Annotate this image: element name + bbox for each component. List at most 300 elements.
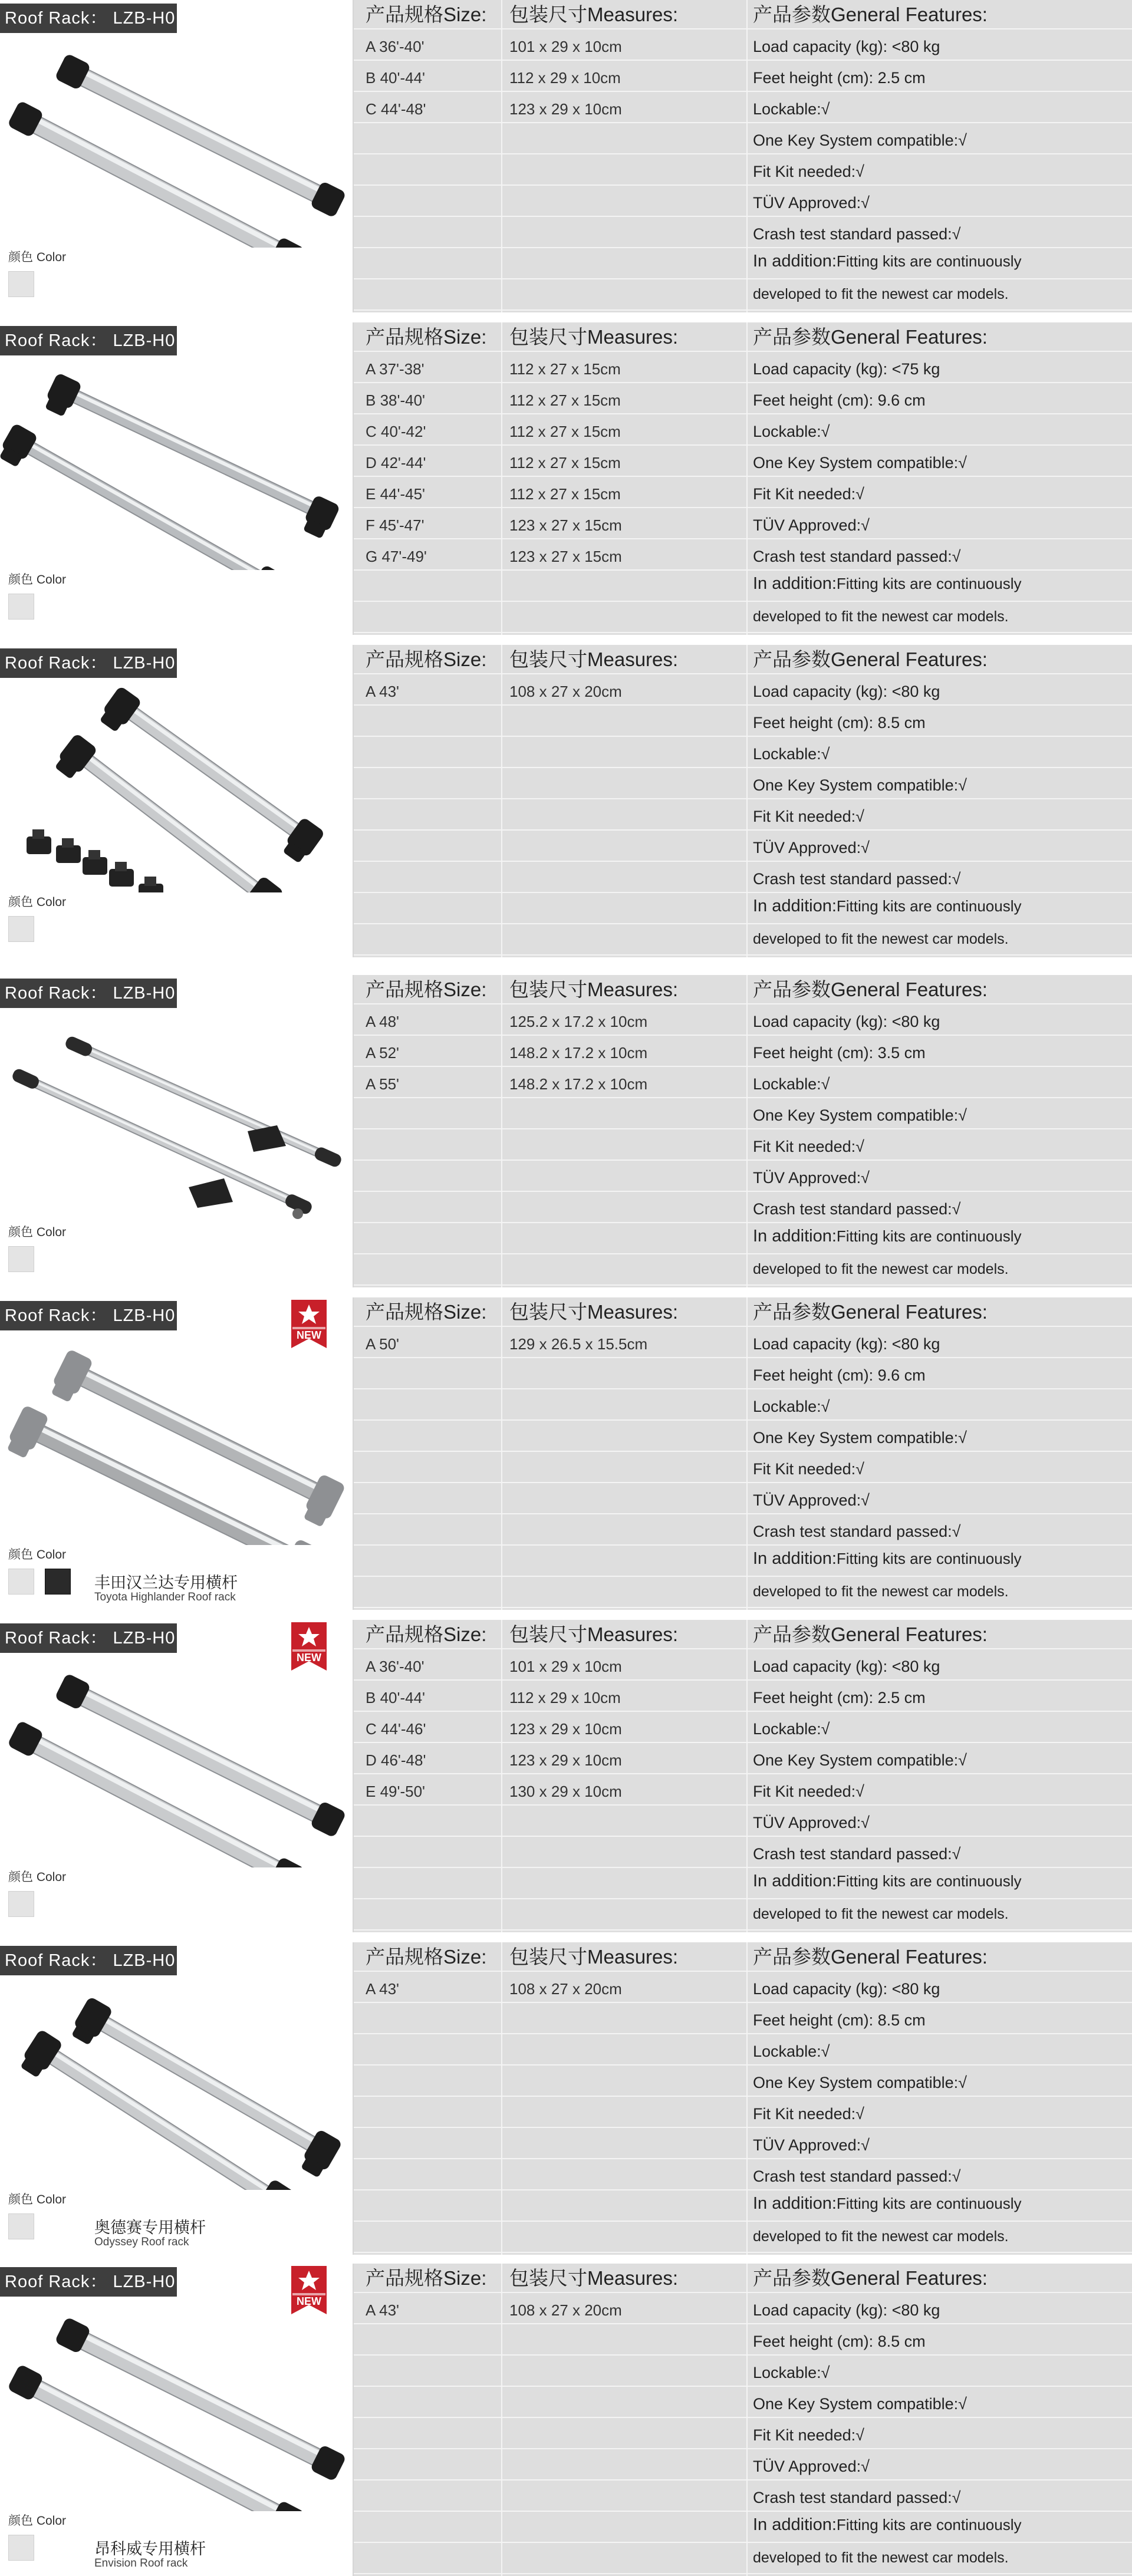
spec-row (354, 1131, 1132, 1161)
spec-row (354, 1360, 1132, 1389)
addition-note (753, 572, 1132, 594)
feature-cell (753, 2161, 1132, 2190)
size-value: D 42'-44' (366, 454, 426, 472)
color-label: 颜色 Color (8, 1870, 67, 1884)
measures-cell (509, 1360, 739, 1389)
feature-value: Load capacity (kg): <80 kg (753, 2301, 940, 2319)
spec-row (354, 1807, 1132, 1837)
feature-cell (753, 156, 1132, 186)
measures-value: 123 x 29 x 10cm (509, 1751, 622, 1769)
size-cell (366, 281, 501, 311)
addition-note-line2: developed to fit the newest car models. (753, 2228, 1009, 2245)
size-value: A 36'-40' (366, 38, 424, 55)
size-cell (366, 1901, 501, 1931)
size-cell (366, 1807, 501, 1837)
size-cell (366, 926, 501, 956)
feature-value: Load capacity (kg): <80 kg (753, 1980, 940, 1998)
measures-cell (509, 604, 739, 633)
size-cell (366, 2130, 501, 2159)
feature-value: Fit Kit needed:√ (753, 2426, 864, 2444)
features-header: 产品参数General Features: (753, 326, 988, 348)
measures-header: 包装尺寸Measures: (509, 1946, 679, 1968)
feature-value: Crash test standard passed:√ (753, 2167, 961, 2185)
measures-cell (509, 926, 739, 956)
spec-header-row (354, 322, 1132, 352)
measures-cell (509, 676, 739, 706)
feature-value: Crash test standard passed:√ (753, 548, 961, 565)
size-cell (366, 31, 501, 61)
size-cell (366, 832, 501, 862)
spec-table (354, 1620, 1132, 1932)
size-cell (366, 1329, 501, 1358)
product-title-badge: Roof Rack： LZB-H0 (0, 4, 177, 33)
feature-cell (753, 0, 1132, 29)
size-value: B 38'-40' (366, 391, 425, 409)
size-cell (366, 2482, 501, 2512)
addition-note (753, 1547, 1132, 1569)
feature-cell (753, 1579, 1132, 1608)
size-cell (366, 1225, 501, 1254)
addition-label: In addition: (753, 2194, 837, 2213)
spec-row (354, 1454, 1132, 1483)
addition-note-line2: developed to fit the newest car models. (753, 1583, 1009, 1600)
measures-value: 148.2 x 17.2 x 10cm (509, 1044, 648, 1062)
measures-cell (509, 2451, 739, 2481)
color-label: 颜色 Color (8, 573, 67, 587)
feature-cell (753, 1100, 1132, 1129)
spec-row (354, 1006, 1132, 1036)
feature-value: One Key System compatible:√ (753, 1429, 967, 1447)
color-swatch-black[interactable] (45, 1569, 71, 1595)
size-header: 产品规格Size: (366, 4, 487, 25)
spec-row (354, 1485, 1132, 1514)
spec-row (354, 510, 1132, 539)
feature-cell (753, 1776, 1132, 1806)
feature-cell (753, 1297, 1132, 1327)
feature-value: One Key System compatible:√ (753, 1106, 967, 1124)
measures-cell (509, 770, 739, 799)
measures-cell (509, 1485, 739, 1514)
feature-value: Feet height (cm): 3.5 cm (753, 1044, 926, 1062)
spec-table (354, 322, 1132, 635)
spec-row (354, 1651, 1132, 1681)
roof-rack-image (0, 358, 354, 570)
size-value: A 43' (366, 1980, 400, 1998)
features-header: 产品参数General Features: (753, 979, 988, 1000)
feature-cell (753, 2223, 1132, 2253)
feature-value: Load capacity (kg): <80 kg (753, 1335, 940, 1353)
feature-value: One Key System compatible:√ (753, 2074, 967, 2091)
size-value: A 52' (366, 1044, 400, 1062)
addition-label: In addition: (753, 1872, 837, 1890)
product-image-panel (0, 1620, 354, 1932)
measures-cell (509, 2036, 739, 2066)
measures-cell (509, 2005, 739, 2034)
addition-text: Fitting kits are continuously (836, 2516, 1022, 2534)
roof-rack-image (0, 680, 354, 892)
measures-cell (509, 864, 739, 893)
measures-cell (509, 2130, 739, 2159)
size-cell (366, 1620, 501, 1649)
color-swatch-silver[interactable] (8, 271, 34, 297)
spec-row (354, 1069, 1132, 1098)
measures-value: 125.2 x 17.2 x 10cm (509, 1013, 648, 1030)
crossbar (54, 1673, 347, 1838)
size-cell (366, 1651, 501, 1681)
feature-cell (753, 510, 1132, 539)
addition-text: Fitting kits are continuously (836, 252, 1022, 270)
feature-value: Feet height (cm): 8.5 cm (753, 2011, 926, 2029)
feature-cell (753, 1839, 1132, 1868)
product-title-badge: Roof Rack： LZB-H0 (0, 1301, 177, 1330)
feature-value: Lockable:√ (753, 100, 830, 118)
model-name-en: Odyssey Roof rack (94, 2236, 189, 2248)
feature-cell (753, 707, 1132, 737)
crossbar (54, 53, 347, 218)
feature-value: Feet height (cm): 2.5 cm (753, 69, 926, 87)
feature-cell (753, 1162, 1132, 1192)
measures-value: 112 x 29 x 10cm (509, 69, 621, 87)
size-cell (366, 1776, 501, 1806)
spec-row (354, 832, 1132, 862)
measures-cell (509, 832, 739, 862)
feature-value: TÜV Approved:√ (753, 2458, 870, 2475)
measures-value: 108 x 27 x 20cm (509, 2301, 622, 2319)
size-value: A 43' (366, 683, 400, 700)
spec-header-row (354, 0, 1132, 29)
roof-rack-image (0, 35, 354, 248)
feature-cell (753, 1714, 1132, 1743)
feature-cell (753, 645, 1132, 674)
feature-value: Feet height (cm): 9.6 cm (753, 391, 926, 409)
measures-cell (509, 895, 739, 924)
spec-row (354, 2067, 1132, 2097)
feature-cell (753, 2005, 1132, 2034)
measures-cell (509, 1391, 739, 1421)
color-swatch-silver[interactable] (8, 1891, 34, 1917)
addition-note (753, 1870, 1132, 1891)
features-header: 产品参数General Features: (753, 4, 988, 25)
measures-header: 包装尺寸Measures: (509, 2267, 679, 2289)
spec-row (354, 2005, 1132, 2034)
color-swatch-silver[interactable] (8, 916, 34, 942)
measures-value: 112 x 27 x 15cm (509, 360, 621, 378)
size-cell (366, 385, 501, 414)
size-cell (366, 447, 501, 477)
feature-value: Load capacity (kg): <80 kg (753, 683, 940, 700)
addition-note-line2: developed to fit the newest car models. (753, 286, 1009, 302)
size-cell (366, 1006, 501, 1036)
addition-text: Fitting kits are continuously (836, 1227, 1022, 1245)
feature-value: TÜV Approved:√ (753, 1814, 870, 1831)
product-image-panel (0, 2264, 354, 2576)
spec-header-row (354, 975, 1132, 1004)
size-cell (366, 1942, 501, 1972)
size-cell (366, 156, 501, 186)
spec-row (354, 1391, 1132, 1421)
size-cell (366, 1682, 501, 1712)
product-image-panel (0, 1297, 354, 1610)
size-cell (366, 94, 501, 123)
measures-cell (509, 1547, 739, 1577)
spec-row (354, 1745, 1132, 1774)
size-cell (366, 1256, 501, 1286)
product-image-panel (0, 322, 354, 635)
measures-value: 148.2 x 17.2 x 10cm (509, 1075, 648, 1093)
size-value: B 40'-44' (366, 1689, 425, 1707)
size-cell (366, 416, 501, 446)
size-cell (366, 1454, 501, 1483)
feature-value: Feet height (cm): 2.5 cm (753, 1689, 926, 1707)
feature-value: Lockable:√ (753, 1720, 830, 1738)
crossbar (54, 2317, 347, 2482)
spec-row (354, 2161, 1132, 2190)
spec-row (354, 2036, 1132, 2066)
measures-cell (509, 1839, 739, 1868)
spec-row (354, 1547, 1132, 1577)
product-title-badge: Roof Rack： LZB-H0 (0, 326, 177, 355)
spec-table (354, 2264, 1132, 2576)
measures-cell (509, 2295, 739, 2324)
spec-row (354, 1037, 1132, 1067)
size-cell (366, 1422, 501, 1452)
feature-cell (753, 31, 1132, 61)
size-cell (366, 604, 501, 633)
feature-cell (753, 864, 1132, 893)
measures-value: 108 x 27 x 20cm (509, 683, 622, 700)
spec-row (354, 2451, 1132, 2481)
feature-value: TÜV Approved:√ (753, 1491, 870, 1509)
addition-text: Fitting kits are continuously (836, 897, 1022, 915)
spec-row (354, 895, 1132, 924)
spec-row (354, 1974, 1132, 2003)
size-cell (366, 1516, 501, 1546)
spec-row (354, 926, 1132, 956)
feature-value: TÜV Approved:√ (753, 1169, 870, 1187)
spec-row (354, 62, 1132, 92)
measures-cell (509, 1682, 739, 1712)
feature-cell (753, 2420, 1132, 2449)
model-name-cn: 丰田汉兰达专用横杆 (94, 1574, 238, 1592)
feature-value: Feet height (cm): 9.6 cm (753, 1366, 926, 1384)
feature-cell (753, 926, 1132, 956)
size-header: 产品规格Size: (366, 2267, 487, 2289)
measures-value: 129 x 26.5 x 15.5cm (509, 1335, 648, 1353)
product-title-badge: Roof Rack： LZB-H0 (0, 648, 177, 678)
size-value: E 49'-50' (366, 1783, 425, 1800)
spec-row (354, 1870, 1132, 1899)
size-cell (366, 895, 501, 924)
feature-value: TÜV Approved:√ (753, 194, 870, 212)
feature-cell (753, 416, 1132, 446)
feature-cell (753, 1516, 1132, 1546)
spec-table (354, 1297, 1132, 1610)
measures-cell (509, 1131, 739, 1161)
measures-value: 123 x 27 x 15cm (509, 548, 622, 565)
size-cell (366, 62, 501, 92)
feature-value: Lockable:√ (753, 2364, 830, 2381)
size-cell (366, 572, 501, 602)
color-swatch-silver[interactable] (8, 2535, 34, 2561)
size-cell (366, 1360, 501, 1389)
feature-value: Feet height (cm): 8.5 cm (753, 714, 926, 732)
spec-header-row (354, 645, 1132, 674)
size-cell (366, 2357, 501, 2387)
feature-cell (753, 2326, 1132, 2356)
size-cell (366, 707, 501, 737)
spec-row (354, 1100, 1132, 1129)
spec-row (354, 125, 1132, 154)
size-value: A 55' (366, 1075, 400, 1093)
size-cell (366, 322, 501, 352)
measures-cell (509, 2420, 739, 2449)
feature-value: One Key System compatible:√ (753, 131, 967, 149)
fit-kit-parts (27, 829, 163, 892)
feature-cell (753, 1485, 1132, 1514)
measures-value: 130 x 29 x 10cm (509, 1783, 622, 1800)
measures-cell (509, 1256, 739, 1286)
size-cell (366, 541, 501, 571)
measures-cell (509, 1714, 739, 1743)
feature-cell (753, 94, 1132, 123)
spec-header-row (354, 1620, 1132, 1649)
measures-cell (509, 2326, 739, 2356)
size-cell (366, 645, 501, 674)
measures-cell (509, 125, 739, 154)
feature-cell (753, 2545, 1132, 2574)
model-name-cn: 奥德赛专用横杆 (94, 2219, 206, 2236)
color-swatch-silver[interactable] (8, 2213, 34, 2239)
color-swatch-silver[interactable] (8, 1246, 34, 1272)
feature-value: One Key System compatible:√ (753, 776, 967, 794)
spec-row (354, 385, 1132, 414)
size-cell (366, 975, 501, 1004)
measures-cell (509, 354, 739, 383)
measures-cell (509, 645, 739, 674)
feature-cell (753, 1006, 1132, 1036)
feature-cell (753, 1901, 1132, 1931)
measures-cell (509, 1651, 739, 1681)
spec-row (354, 1901, 1132, 1931)
feature-cell (753, 1745, 1132, 1774)
size-cell (366, 2326, 501, 2356)
feature-value: Lockable:√ (753, 423, 830, 440)
measures-cell (509, 62, 739, 92)
spec-row (354, 2482, 1132, 2512)
feature-cell (753, 801, 1132, 831)
size-header: 产品规格Size: (366, 326, 487, 348)
measures-cell (509, 447, 739, 477)
addition-note-line2: developed to fit the newest car models. (753, 2549, 1009, 2566)
measures-value: 108 x 27 x 20cm (509, 1980, 622, 1998)
size-cell (366, 250, 501, 279)
spec-row (354, 2223, 1132, 2253)
size-cell (366, 2036, 501, 2066)
size-header: 产品规格Size: (366, 1301, 487, 1323)
size-cell (366, 1069, 501, 1098)
spec-row (354, 1714, 1132, 1743)
size-cell (366, 2451, 501, 2481)
features-header: 产品参数General Features: (753, 1946, 988, 1968)
size-value: A 37'-38' (366, 360, 424, 378)
measures-cell (509, 2389, 739, 2418)
measures-cell (509, 707, 739, 737)
size-cell (366, 2264, 501, 2293)
size-cell (366, 2223, 501, 2253)
size-header: 产品规格Size: (366, 648, 487, 670)
color-swatch-silver[interactable] (8, 594, 34, 620)
size-value: A 43' (366, 2301, 400, 2319)
measures-cell (509, 1870, 739, 1899)
measures-cell (509, 1006, 739, 1036)
measures-cell (509, 322, 739, 352)
size-cell (366, 1100, 501, 1129)
spec-row (354, 1579, 1132, 1608)
measures-value: 112 x 27 x 15cm (509, 391, 621, 409)
size-cell (366, 2420, 501, 2449)
measures-cell (509, 1454, 739, 1483)
model-name-cn: 昂科威专用横杆 (94, 2540, 206, 2558)
product-image-panel (0, 0, 354, 312)
measures-header: 包装尺寸Measures: (509, 326, 679, 348)
measures-value: 112 x 27 x 15cm (509, 454, 621, 472)
feature-cell (753, 219, 1132, 248)
product-image-panel (0, 645, 354, 957)
measures-value: 101 x 29 x 10cm (509, 38, 622, 55)
size-cell (366, 1714, 501, 1743)
feature-cell (753, 1225, 1132, 1254)
size-cell (366, 125, 501, 154)
measures-cell (509, 2067, 739, 2097)
color-swatch-silver[interactable] (8, 1569, 34, 1595)
measures-cell (509, 1745, 739, 1774)
measures-cell (509, 31, 739, 61)
spec-row (354, 2357, 1132, 2387)
spec-table (354, 975, 1132, 1287)
measures-header: 包装尺寸Measures: (509, 1623, 679, 1645)
feature-value: Crash test standard passed:√ (753, 2489, 961, 2506)
product-image-panel (0, 975, 354, 1287)
addition-label: In addition: (753, 574, 837, 593)
addition-text: Fitting kits are continuously (836, 1550, 1022, 1567)
feature-value: Fit Kit needed:√ (753, 2105, 864, 2123)
size-value: A 48' (366, 1013, 400, 1030)
size-header: 产品规格Size: (366, 979, 487, 1000)
addition-note (753, 2514, 1132, 2535)
spec-row (354, 156, 1132, 186)
spec-row (354, 1422, 1132, 1452)
feature-cell (753, 1651, 1132, 1681)
size-header: 产品规格Size: (366, 1946, 487, 1968)
spec-table (354, 645, 1132, 957)
product-title-badge: Roof Rack： LZB-H0 (0, 979, 177, 1008)
size-value: F 45'-47' (366, 516, 424, 534)
feature-value: TÜV Approved:√ (753, 2136, 870, 2154)
spec-row (354, 250, 1132, 279)
feature-value: Load capacity (kg): <80 kg (753, 38, 940, 55)
addition-text: Fitting kits are continuously (836, 1872, 1022, 1890)
spec-row (354, 447, 1132, 477)
spec-row (354, 281, 1132, 311)
size-cell (366, 1297, 501, 1327)
measures-cell (509, 1329, 739, 1358)
measures-cell (509, 1901, 739, 1931)
feature-value: Feet height (cm): 8.5 cm (753, 2333, 926, 2350)
size-cell (366, 2545, 501, 2574)
size-cell (366, 2295, 501, 2324)
feature-value: Crash test standard passed:√ (753, 1200, 961, 1218)
addition-note (753, 1225, 1132, 1246)
